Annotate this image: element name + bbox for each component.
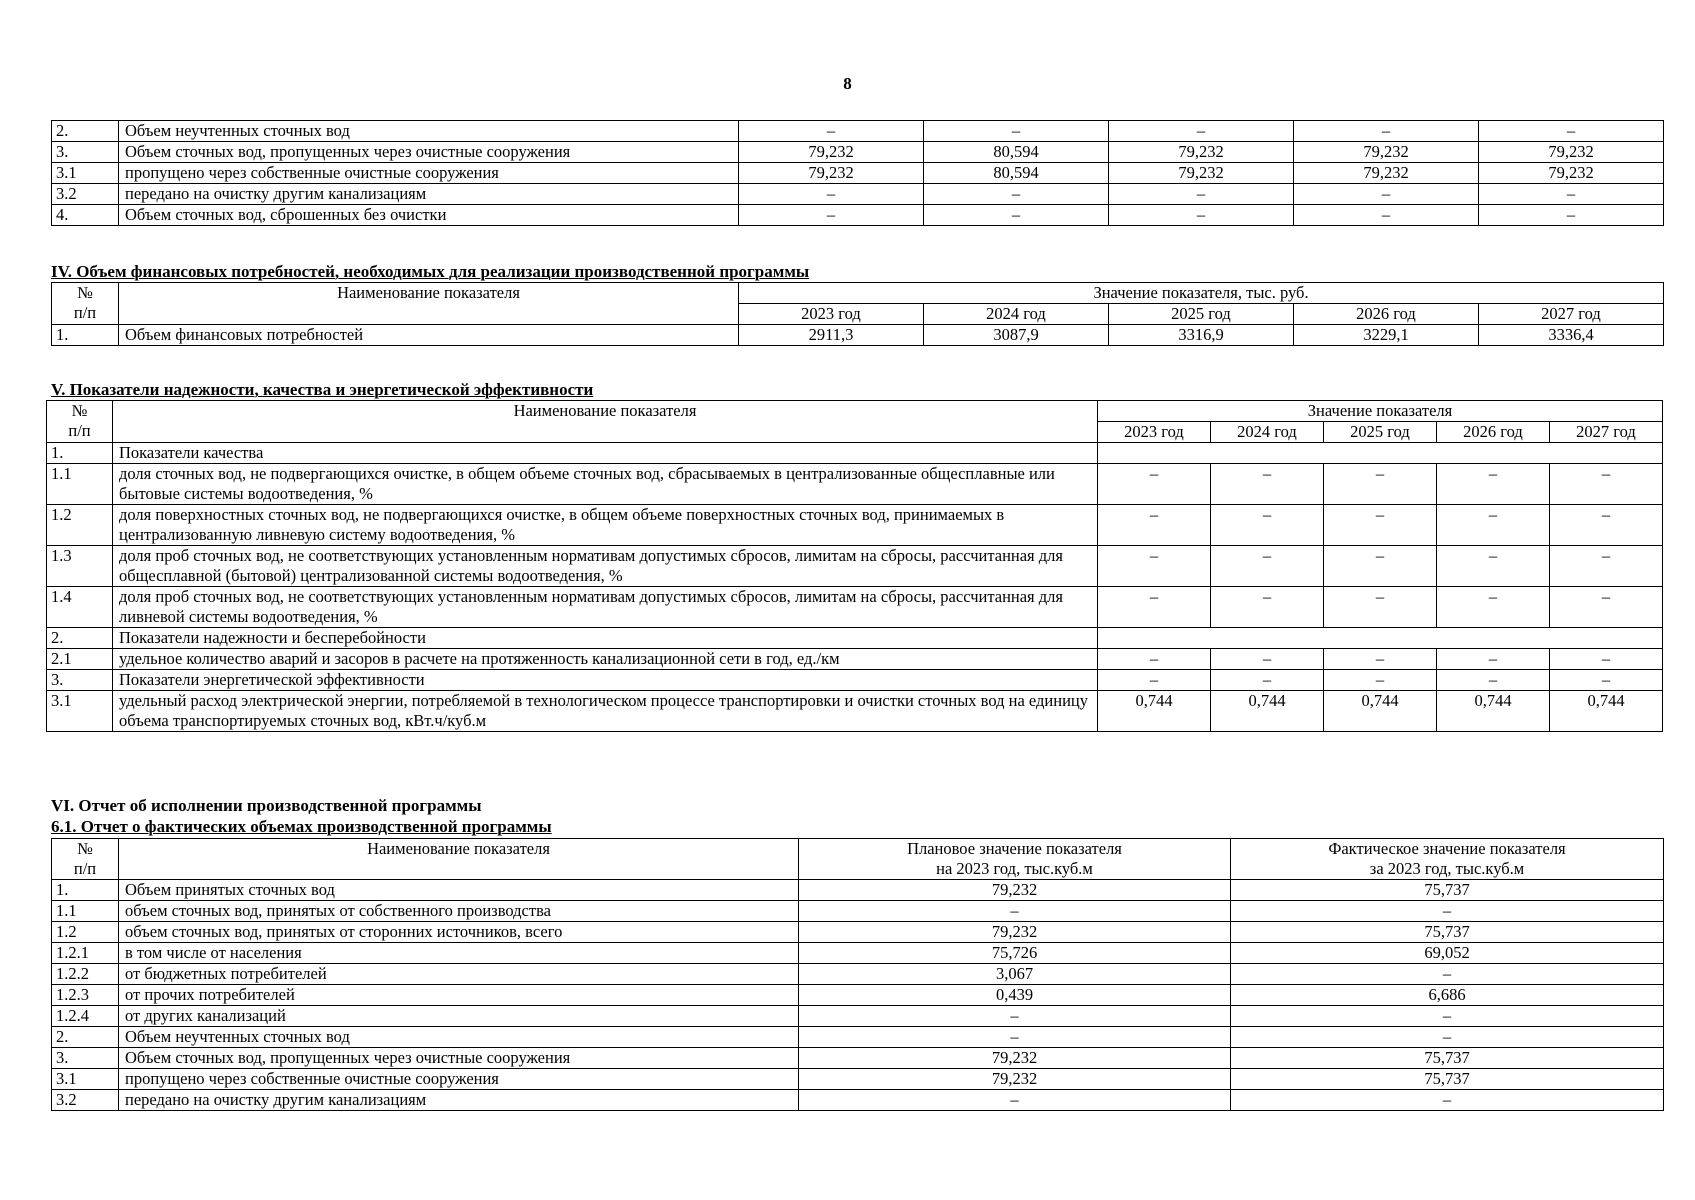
row-value: 79,232 (739, 142, 924, 163)
header-year: 2023 год (1098, 422, 1211, 443)
header-indicator-name: Наименование показателя (119, 283, 739, 325)
row-number: 3.2 (52, 184, 119, 205)
table-row (52, 1048, 1664, 1069)
row-fact-value: 75,737 (1231, 1048, 1664, 1069)
row-number: 1.2 (47, 505, 113, 546)
row-value: – (1109, 121, 1294, 142)
header-year: 2023 год (739, 304, 924, 325)
row-number: 2. (47, 628, 113, 649)
row-indicator-name: удельное количество аварий и засоров в расчете на протяженность канализационной сети в год, ед./км (113, 649, 1098, 670)
row-number: 3.1 (52, 163, 119, 184)
row-number: 1. (52, 880, 119, 901)
row-indicator-name: объем сточных вод, принятых от собственного производства (119, 901, 799, 922)
header-plan-value: Плановое значение показателя на 2023 год, тыс.куб.м (799, 839, 1231, 880)
row-value: – (1098, 670, 1211, 691)
row-indicator-name: Показатели энергетической эффективности (113, 670, 1098, 691)
header-year: 2024 год (924, 304, 1109, 325)
header-year: 2026 год (1437, 422, 1550, 443)
row-number: 1. (47, 443, 113, 464)
table-row (47, 649, 1663, 670)
row-value: – (1324, 587, 1437, 628)
table-row (52, 205, 1664, 226)
table-row (52, 1006, 1664, 1027)
row-value: – (1324, 464, 1437, 505)
row-number: 3.2 (52, 1090, 119, 1111)
header-year: 2025 год (1324, 422, 1437, 443)
table-row (52, 163, 1664, 184)
row-value: – (1211, 505, 1324, 546)
table-row (52, 985, 1664, 1006)
row-indicator-name: Показатели надежности и бесперебойности (113, 628, 1098, 649)
row-plan-value: 75,726 (799, 943, 1231, 964)
row-value: – (1098, 587, 1211, 628)
table-row (47, 464, 1663, 505)
table-row (52, 1069, 1664, 1090)
row-value: – (1211, 649, 1324, 670)
row-value: – (1294, 184, 1479, 205)
table-row (52, 880, 1664, 901)
row-value: – (1550, 587, 1663, 628)
row-number: 3.1 (52, 1069, 119, 1090)
financial-needs-table (51, 282, 1664, 346)
row-number: 2. (52, 1027, 119, 1048)
row-value: – (1437, 546, 1550, 587)
row-value: – (739, 121, 924, 142)
row-value: 0,744 (1437, 691, 1550, 732)
row-plan-value: – (799, 901, 1231, 922)
row-plan-value: – (799, 1027, 1231, 1048)
row-number: 1. (52, 325, 119, 346)
section-6-subtitle: 6.1. Отчет о фактических объемах производственной программы (51, 817, 552, 836)
table-row (52, 964, 1664, 985)
row-indicator-name: Объем принятых сточных вод (119, 880, 799, 901)
header-indicator-name: Наименование показателя (119, 839, 799, 880)
row-plan-value: – (799, 1006, 1231, 1027)
table-row (47, 670, 1663, 691)
row-plan-value: – (799, 1090, 1231, 1111)
page-number: 8 (843, 74, 852, 93)
header-value: Значение показателя, тыс. руб. (739, 283, 1664, 304)
row-indicator-name: доля проб сточных вод, не соответствующих установленным нормативам допустимых сбросов, лимитам на сбросы, рассчитанная для ливневой системы водоотведения, % (113, 587, 1098, 628)
table-row (52, 922, 1664, 943)
row-fact-value: – (1231, 1027, 1664, 1048)
row-value: – (1479, 184, 1664, 205)
row-indicator-name: от других канализаций (119, 1006, 799, 1027)
row-value: – (1437, 505, 1550, 546)
row-value: – (1324, 670, 1437, 691)
row-value: – (924, 121, 1109, 142)
row-number: 1.2 (52, 922, 119, 943)
row-value: – (1550, 546, 1663, 587)
row-fact-value: 69,052 (1231, 943, 1664, 964)
row-value: – (1324, 649, 1437, 670)
row-indicator-name: от бюджетных потребителей (119, 964, 799, 985)
row-indicator-name: удельный расход электрической энергии, потребляемой в технологическом процессе транспортировки и очистки сточных вод на единицу объема транспортируемых сточных вод, кВт.ч/куб.м (113, 691, 1098, 732)
table-row (47, 587, 1663, 628)
row-number: 4. (52, 205, 119, 226)
row-value: – (739, 184, 924, 205)
row-number: 1.2.4 (52, 1006, 119, 1027)
row-fact-value: 75,737 (1231, 880, 1664, 901)
header-number: № п/п (47, 401, 113, 443)
row-value: 79,232 (1479, 142, 1664, 163)
row-number: 3.1 (47, 691, 113, 732)
row-value: 79,232 (1109, 163, 1294, 184)
row-value: – (1109, 205, 1294, 226)
table-row (52, 943, 1664, 964)
row-value: – (1211, 546, 1324, 587)
empty-value-cell (1098, 443, 1663, 464)
row-indicator-name: доля поверхностных сточных вод, не подвергающихся очистке, в общем объеме поверхностных сточных вод, принимаемых в централизованную ливневую систему водоотведения, % (113, 505, 1098, 546)
row-plan-value: 79,232 (799, 1069, 1231, 1090)
header-year: 2027 год (1479, 304, 1664, 325)
row-indicator-name: Объем сточных вод, пропущенных через очистные сооружения (119, 1048, 799, 1069)
row-value: – (1211, 587, 1324, 628)
row-value: 79,232 (1479, 163, 1664, 184)
row-indicator-name: Объем сточных вод, сброшенных без очистки (119, 205, 739, 226)
row-number: 3. (47, 670, 113, 691)
row-value: – (1437, 464, 1550, 505)
table-row (52, 142, 1664, 163)
row-value: 79,232 (739, 163, 924, 184)
row-indicator-name: доля сточных вод, не подвергающихся очистке, в общем объеме сточных вод, сбрасываемых в централизованные общесплавные или бытовые системы водоотведения, % (113, 464, 1098, 505)
row-indicator-name: Показатели качества (113, 443, 1098, 464)
row-value: 3316,9 (1109, 325, 1294, 346)
row-value: – (1324, 505, 1437, 546)
row-value: 3087,9 (924, 325, 1109, 346)
row-indicator-name: передано на очистку другим канализациям (119, 1090, 799, 1111)
row-value: – (924, 184, 1109, 205)
row-value: – (1324, 546, 1437, 587)
row-number: 1.1 (47, 464, 113, 505)
header-number: № п/п (52, 283, 119, 325)
table-row (47, 505, 1663, 546)
row-indicator-name: пропущено через собственные очистные сооружения (119, 1069, 799, 1090)
row-fact-value: 6,686 (1231, 985, 1664, 1006)
row-value: 80,594 (924, 163, 1109, 184)
table-row (52, 121, 1664, 142)
row-value: 79,232 (1294, 142, 1479, 163)
row-value: – (1437, 587, 1550, 628)
header-year: 2025 год (1109, 304, 1294, 325)
row-value: – (1098, 546, 1211, 587)
continuation-table (51, 120, 1664, 226)
table-row (52, 184, 1664, 205)
header-year: 2027 год (1550, 422, 1663, 443)
row-value: 79,232 (1109, 142, 1294, 163)
table-row (52, 1090, 1664, 1111)
row-indicator-name: Объем неучтенных сточных вод (119, 1027, 799, 1048)
row-fact-value: – (1231, 1006, 1664, 1027)
row-number: 3. (52, 142, 119, 163)
row-value: 0,744 (1550, 691, 1663, 732)
row-indicator-name: Объем неучтенных сточных вод (119, 121, 739, 142)
row-number: 1.3 (47, 546, 113, 587)
reliability-quality-table (46, 400, 1663, 732)
actual-volumes-table (51, 838, 1664, 1111)
row-fact-value: – (1231, 901, 1664, 922)
row-fact-value: – (1231, 1090, 1664, 1111)
row-plan-value: 79,232 (799, 1048, 1231, 1069)
row-value: – (924, 205, 1109, 226)
row-indicator-name: доля проб сточных вод, не соответствующих установленным нормативам допустимых сбросов, лимитам на сбросы, рассчитанная для общесплавной (бытовой) централизованной системы водоотведения, % (113, 546, 1098, 587)
row-value: – (739, 205, 924, 226)
row-number: 1.4 (47, 587, 113, 628)
row-value: – (1098, 464, 1211, 505)
row-value: – (1437, 670, 1550, 691)
row-number: 1.1 (52, 901, 119, 922)
row-value: 0,744 (1211, 691, 1324, 732)
row-value: – (1294, 121, 1479, 142)
row-fact-value: – (1231, 964, 1664, 985)
row-indicator-name: от прочих потребителей (119, 985, 799, 1006)
row-number: 1.2.3 (52, 985, 119, 1006)
row-indicator-name: пропущено через собственные очистные сооружения (119, 163, 739, 184)
row-value: 79,232 (1294, 163, 1479, 184)
row-number: 2.1 (47, 649, 113, 670)
row-value: 2911,3 (739, 325, 924, 346)
row-indicator-name: Объем финансовых потребностей (119, 325, 739, 346)
row-indicator-name: Объем сточных вод, пропущенных через очистные сооружения (119, 142, 739, 163)
row-number: 1.2.2 (52, 964, 119, 985)
row-value: 0,744 (1098, 691, 1211, 732)
row-number: 2. (52, 121, 119, 142)
section-6-title: VI. Отчет об исполнении производственной программы (51, 796, 482, 815)
row-value: 3336,4 (1479, 325, 1664, 346)
table-row (47, 691, 1663, 732)
row-number: 1.2.1 (52, 943, 119, 964)
row-value: – (1098, 649, 1211, 670)
header-indicator-name: Наименование показателя (113, 401, 1098, 443)
row-value: – (1550, 505, 1663, 546)
row-number: 3. (52, 1048, 119, 1069)
row-fact-value: 75,737 (1231, 922, 1664, 943)
row-value: – (1479, 121, 1664, 142)
row-value: – (1294, 205, 1479, 226)
empty-value-cell (1098, 628, 1663, 649)
row-value: 0,744 (1324, 691, 1437, 732)
group-row (47, 628, 1663, 649)
section-4-title: IV. Объем финансовых потребностей, необходимых для реализации производственной программы (51, 262, 810, 281)
row-indicator-name: объем сточных вод, принятых от сторонних источников, всего (119, 922, 799, 943)
header-year: 2026 год (1294, 304, 1479, 325)
row-value: – (1479, 205, 1664, 226)
row-plan-value: 3,067 (799, 964, 1231, 985)
table-row (52, 901, 1664, 922)
row-value: 80,594 (924, 142, 1109, 163)
row-indicator-name: в том числе от населения (119, 943, 799, 964)
row-plan-value: 79,232 (799, 880, 1231, 901)
row-value: – (1550, 649, 1663, 670)
row-value: – (1550, 464, 1663, 505)
header-value: Значение показателя (1098, 401, 1663, 422)
header-number: № п/п (52, 839, 119, 880)
header-fact-value: Фактическое значение показателя за 2023 год, тыс.куб.м (1231, 839, 1664, 880)
table-row (47, 546, 1663, 587)
header-year: 2024 год (1211, 422, 1324, 443)
row-value: – (1211, 464, 1324, 505)
row-value: – (1211, 670, 1324, 691)
row-value: – (1098, 505, 1211, 546)
row-indicator-name: передано на очистку другим канализациям (119, 184, 739, 205)
row-plan-value: 0,439 (799, 985, 1231, 1006)
section-5-title: V. Показатели надежности, качества и энергетической эффективности (51, 380, 594, 399)
row-value: – (1109, 184, 1294, 205)
row-fact-value: 75,737 (1231, 1069, 1664, 1090)
group-row (47, 443, 1663, 464)
table-row (52, 1027, 1664, 1048)
row-value: – (1550, 670, 1663, 691)
row-plan-value: 79,232 (799, 922, 1231, 943)
row-value: 3229,1 (1294, 325, 1479, 346)
row-value: – (1437, 649, 1550, 670)
table-row (52, 325, 1664, 346)
